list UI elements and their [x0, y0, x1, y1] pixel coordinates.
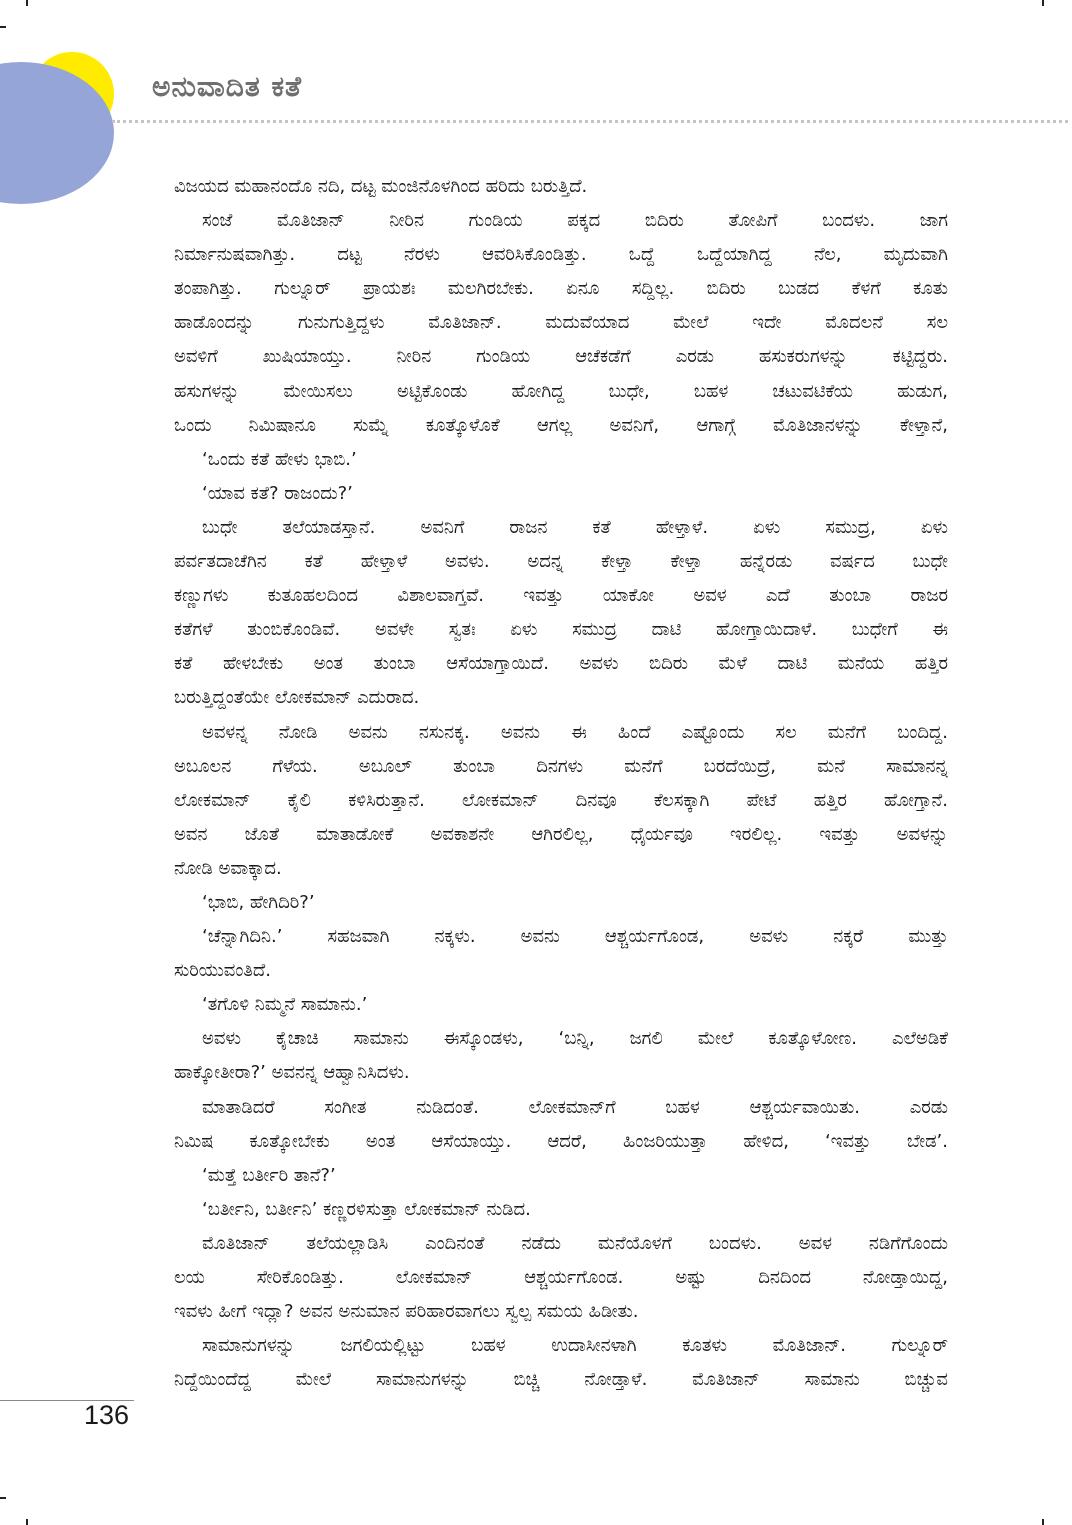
- crop-mark: [26, 1519, 28, 1525]
- section-title: ಅನುವಾದಿತ ಕತೆ: [152, 70, 303, 103]
- text-line: ಬರುತ್ತಿದ್ದಂತೆಯೇ ಲೋಕಮಾನ್ ಎದುರಾದ.: [174, 687, 420, 709]
- text-line: ಹಾಕ್ಕೋತೀರಾ?’ ಅವನನ್ನ ಆಹ್ವಾನಿಸಿದಳು.: [174, 1062, 410, 1084]
- text-line: ಸಾಮಾನುಗಳನ್ನು ಜಗಲಿಯಲ್ಲಿಟ್ಟು ಬಹಳ ಉದಾಸೀನಳಾಗಿ ಕೂತಳು ಮೊತಿಜಾನ್. ಗುಲ್ನೂರ್: [202, 1335, 948, 1357]
- text-line: ಅವಳು ಕೈಚಾಚಿ ಸಾಮಾನು ಈಸ್ಕೊಂಡಳು, ‘ಬನ್ನಿ, ಜಗಲಿ ಮೇಲೆ ಕೂತ್ಕೊಳೋಣ. ಎಲೆಅಡಿಕೆ: [202, 1028, 948, 1050]
- text-line: ‘ಬರ್ತೀನಿ, ಬರ್ತೀನಿ’ ಕಣ್ಣರಳಿಸುತ್ತಾ ಲೋಕಮಾನ್ ನುಡಿದ.: [202, 1198, 531, 1220]
- text-line: ಅವನ ಜೊತೆ ಮಾತಾಡೋಕೆ ಅವಕಾಶನೇ ಆಗಿರಲಿಲ್ಲ, ಧೈರ್ಯವೂ ಇರಲಿಲ್ಲ. ಇವತ್ತು ಅವಳನ್ನು: [174, 823, 948, 845]
- text-line: ವಿಜಯದ ಮಹಾನಂದೊ ನದಿ, ದಟ್ಟ ಮಂಜಿನೊಳಗಿಂದ ಹರಿದು ಬರುತ್ತಿದೆ.: [174, 176, 588, 197]
- text-line: ‘ಯಾವ ಕತೆ? ರಾಜಂದು?’: [202, 482, 353, 504]
- text-line: ಬುಧೇ ತಲೆಯಾಡಸ್ತಾನೆ. ಅವನಿಗೆ ರಾಜನ ಕತೆ ಹೇಳ್ತಾಳೆ. ಏಳು ಸಮುದ್ರ, ಏಳು: [202, 516, 948, 538]
- text-line: ನಿಮಿಷ ಕೂತ್ಕೋಬೇಕು ಅಂತ ಆಸೆಯಾಯ್ತು. ಆದರೆ, ಹಿಂಜರಿಯುತ್ತಾ ಹೇಳಿದ, ‘ಇವತ್ತು ಬೇಡ’.: [174, 1130, 948, 1152]
- text-line: ‘ತಗೊಳಿ ನಿಮ್ಮನೆ ಸಾಮಾನು.’: [202, 994, 368, 1016]
- text-line: ನೋಡಿ ಅವಾಕ್ಕಾದ.: [174, 857, 282, 879]
- text-line: ಹಾಡೊಂದನ್ನು ಗುನುಗುತ್ತಿದ್ದಳು ಮೊತಿಜಾನ್. ಮದುವೆಯಾದ ಮೇಲೆ ಇದೇ ಮೊದಲನೆ ಸಲ: [174, 312, 948, 334]
- text-line: ಅಬೂಲನ ಗೆಳೆಯ. ಅಬೂಲ್ ತುಂಬಾ ದಿನಗಳು ಮನೆಗೆ ಬರದೆಯಿದ್ರೆ, ಮನೆ ಸಾಮಾನನ್ನ: [174, 755, 948, 777]
- text-line: ಅವಳನ್ನ ನೋಡಿ ಅವನು ನಸುನಕ್ಕ. ಅವನು ಈ ಹಿಂದೆ ಎಷ್ಟೊಂದು ಸಲ ಮನೆಗೆ ಬಂದಿದ್ದ.: [202, 721, 948, 743]
- dotted-header-rule: [112, 120, 1068, 123]
- text-line: ‘ಮತ್ತೆ ಬರ್ತೀರಿ ತಾನೆ?’: [202, 1164, 336, 1186]
- story-body: [174, 170, 948, 1397]
- text-line: ಹಸುಗಳನ್ನು ಮೇಯಿಸಲು ಅಟ್ಟಿಕೊಂಡು ಹೋಗಿದ್ದ ಬುಧೇ, ಬಹಳ ಚಟುವಟಿಕೆಯ ಹುಡುಗ,: [174, 380, 948, 402]
- text-line: ಸುರಿಯುವಂತಿದೆ.: [174, 960, 271, 982]
- text-line: ಕತೆಗಳೆ ತುಂಬಿಕೊಂಡಿವೆ. ಅವಳೇ ಸ್ವತಃ ಏಳು ಸಮುದ್ರ ದಾಟಿ ಹೋಗ್ತಾಯಿದಾಳೆ. ಬುಧೇಗೆ ಈ: [174, 619, 948, 641]
- crop-mark: [1042, 1519, 1044, 1525]
- text-line: ಮೊತಿಜಾನ್ ತಲೆಯಲ್ಲಾಡಿಸಿ ಎಂದಿನಂತೆ ನಡೆದು ಮನೆಯೊಳಗೆ ಬಂದಳು. ಅವಳ ನಡಿಗೆಗೊಂದು: [202, 1232, 948, 1254]
- text-line: ಲಯ ಸೇರಿಕೊಂಡಿತ್ತು. ಲೋಕಮಾನ್ ಆಶ್ಚರ್ಯಗೊಂಡ. ಅಷ್ಟು ದಿನದಿಂದ ನೋಡ್ತಾಯಿದ್ದ,: [174, 1267, 948, 1288]
- text-line: ತಂಪಾಗಿತ್ತು. ಗುಲ್ನೂರ್ ಪ್ರಾಯಶಃ ಮಲಗಿರಬೇಕು. ಏನೂ ಸದ್ದಿಲ್ಲ. ಬಿದಿರು ಬುಡದ ಕೆಳಗೆ ಕೂತು: [174, 278, 948, 300]
- text-line: ಕಣ್ಣುಗಳು ಕುತೂಹಲದಿಂದ ವಿಶಾಲವಾಗ್ತವೆ. ಇವತ್ತು ಯಾಕೋ ಅವಳ ಎದೆ ತುಂಬಾ ರಾಜರ: [174, 585, 948, 607]
- text-line: ನಿದ್ದೆಯಿಂದೆದ್ದ ಮೇಲೆ ಸಾಮಾನುಗಳನ್ನು ಬಿಚ್ಚಿ ನೋಡ್ತಾಳೆ. ಮೊತಿಜಾನ್ ಸಾಮಾನು ಬಿಚ್ಚುವ: [174, 1369, 948, 1391]
- text-line: ‘ಒಂದು ಕತೆ ಹೇಳು ಭಾಬಿ.’: [202, 448, 357, 470]
- text-line: ‘ಭಾಬಿ, ಹೇಗಿದಿರಿ?’: [202, 891, 315, 913]
- crop-mark: [26, 0, 28, 6]
- text-line: ಇವಳು ಹೀಗೆ ಇದ್ಲಾ? ಅವನ ಅನುಮಾನ ಪರಿಹಾರವಾಗಲು ಸ್ವಲ್ಪ ಸಮಯ ಹಿಡೀತು.: [174, 1301, 639, 1323]
- crop-mark: [0, 26, 6, 28]
- text-line: ಲೋಕಮಾನ್ ಕೈಲಿ ಕಳಿಸಿರುತ್ತಾನೆ. ಲೋಕಮಾನ್ ದಿನವೂ ಕೆಲಸಕ್ಕಾಗಿ ಪೇಟೆ ಹತ್ತಿರ ಹೋಗ್ತಾನೆ.: [174, 789, 948, 811]
- crop-mark: [1042, 0, 1044, 6]
- text-line: ಸಂಜೆ ಮೊತಿಜಾನ್ ನೀರಿನ ಗುಂಡಿಯ ಪಕ್ಕದ ಬಿದಿರು ತೋಪಿಗೆ ಬಂದಳು. ಜಾಗ: [202, 210, 948, 232]
- text-line: ಕತೆ ಹೇಳಬೇಕು ಅಂತ ತುಂಬಾ ಆಸೆಯಾಗ್ತಾಯಿದೆ. ಅವಳು ಬಿದಿರು ಮೆಳೆ ದಾಟಿ ಮನೆಯ ಹತ್ತಿರ: [174, 653, 948, 675]
- text-line: ‘ಚೆನ್ನಾಗಿದಿನಿ.’ ಸಹಜವಾಗಿ ನಕ್ಕಳು. ಅವನು ಆಶ್ಚರ್ಯಗೊಂಡ, ಅವಳು ನಕ್ಕರೆ ಮುತ್ತು: [202, 926, 948, 948]
- page-number: 136: [84, 1400, 130, 1430]
- text-line: ಪರ್ವತದಾಚೆಗಿನ ಕತೆ ಹೇಳ್ತಾಳೆ ಅವಳು. ಅದನ್ನ ಕೇಳ್ತಾ ಕೇಳ್ತಾ ಹನ್ನೆರಡು ವರ್ಷದ ಬುಧೇ: [174, 551, 948, 573]
- text-line: ಅವಳಿಗೆ ಖುಷಿಯಾಯ್ತು. ನೀರಿನ ಗುಂಡಿಯ ಆಚೆಕಡೆಗೆ ಎರಡು ಹಸುಕರುಗಳನ್ನು ಕಟ್ಟಿದ್ದರು.: [174, 346, 948, 368]
- text-line: ನಿರ್ಮಾನುಷವಾಗಿತ್ತು. ದಟ್ಟ ನೆರಳು ಆವರಿಸಿಕೊಂಡಿತ್ತು. ಒದ್ದೆ ಒದ್ದೆಯಾಗಿದ್ದ ನೆಲ, ಮೃದುವಾಗಿ: [174, 244, 948, 266]
- text-line: ಮಾತಾಡಿದರೆ ಸಂಗೀತ ನುಡಿದಂತೆ. ಲೋಕಮಾನ್‌ಗೆ ಬಹಳ ಆಶ್ಚರ್ಯವಾಯಿತು. ಎರಡು: [202, 1096, 948, 1118]
- crop-mark: [0, 1497, 6, 1499]
- text-line: ಒಂದು ನಿಮಿಷಾನೂ ಸುಮ್ನೆ ಕೂತ್ಕೊಳೊಕೆ ಆಗಲ್ಲ ಅವನಿಗೆ, ಆಗಾಗ್ಗೆ ಮೊತಿಜಾನಳನ್ನು ಕೇಳ್ತಾನೆ,: [174, 414, 948, 436]
